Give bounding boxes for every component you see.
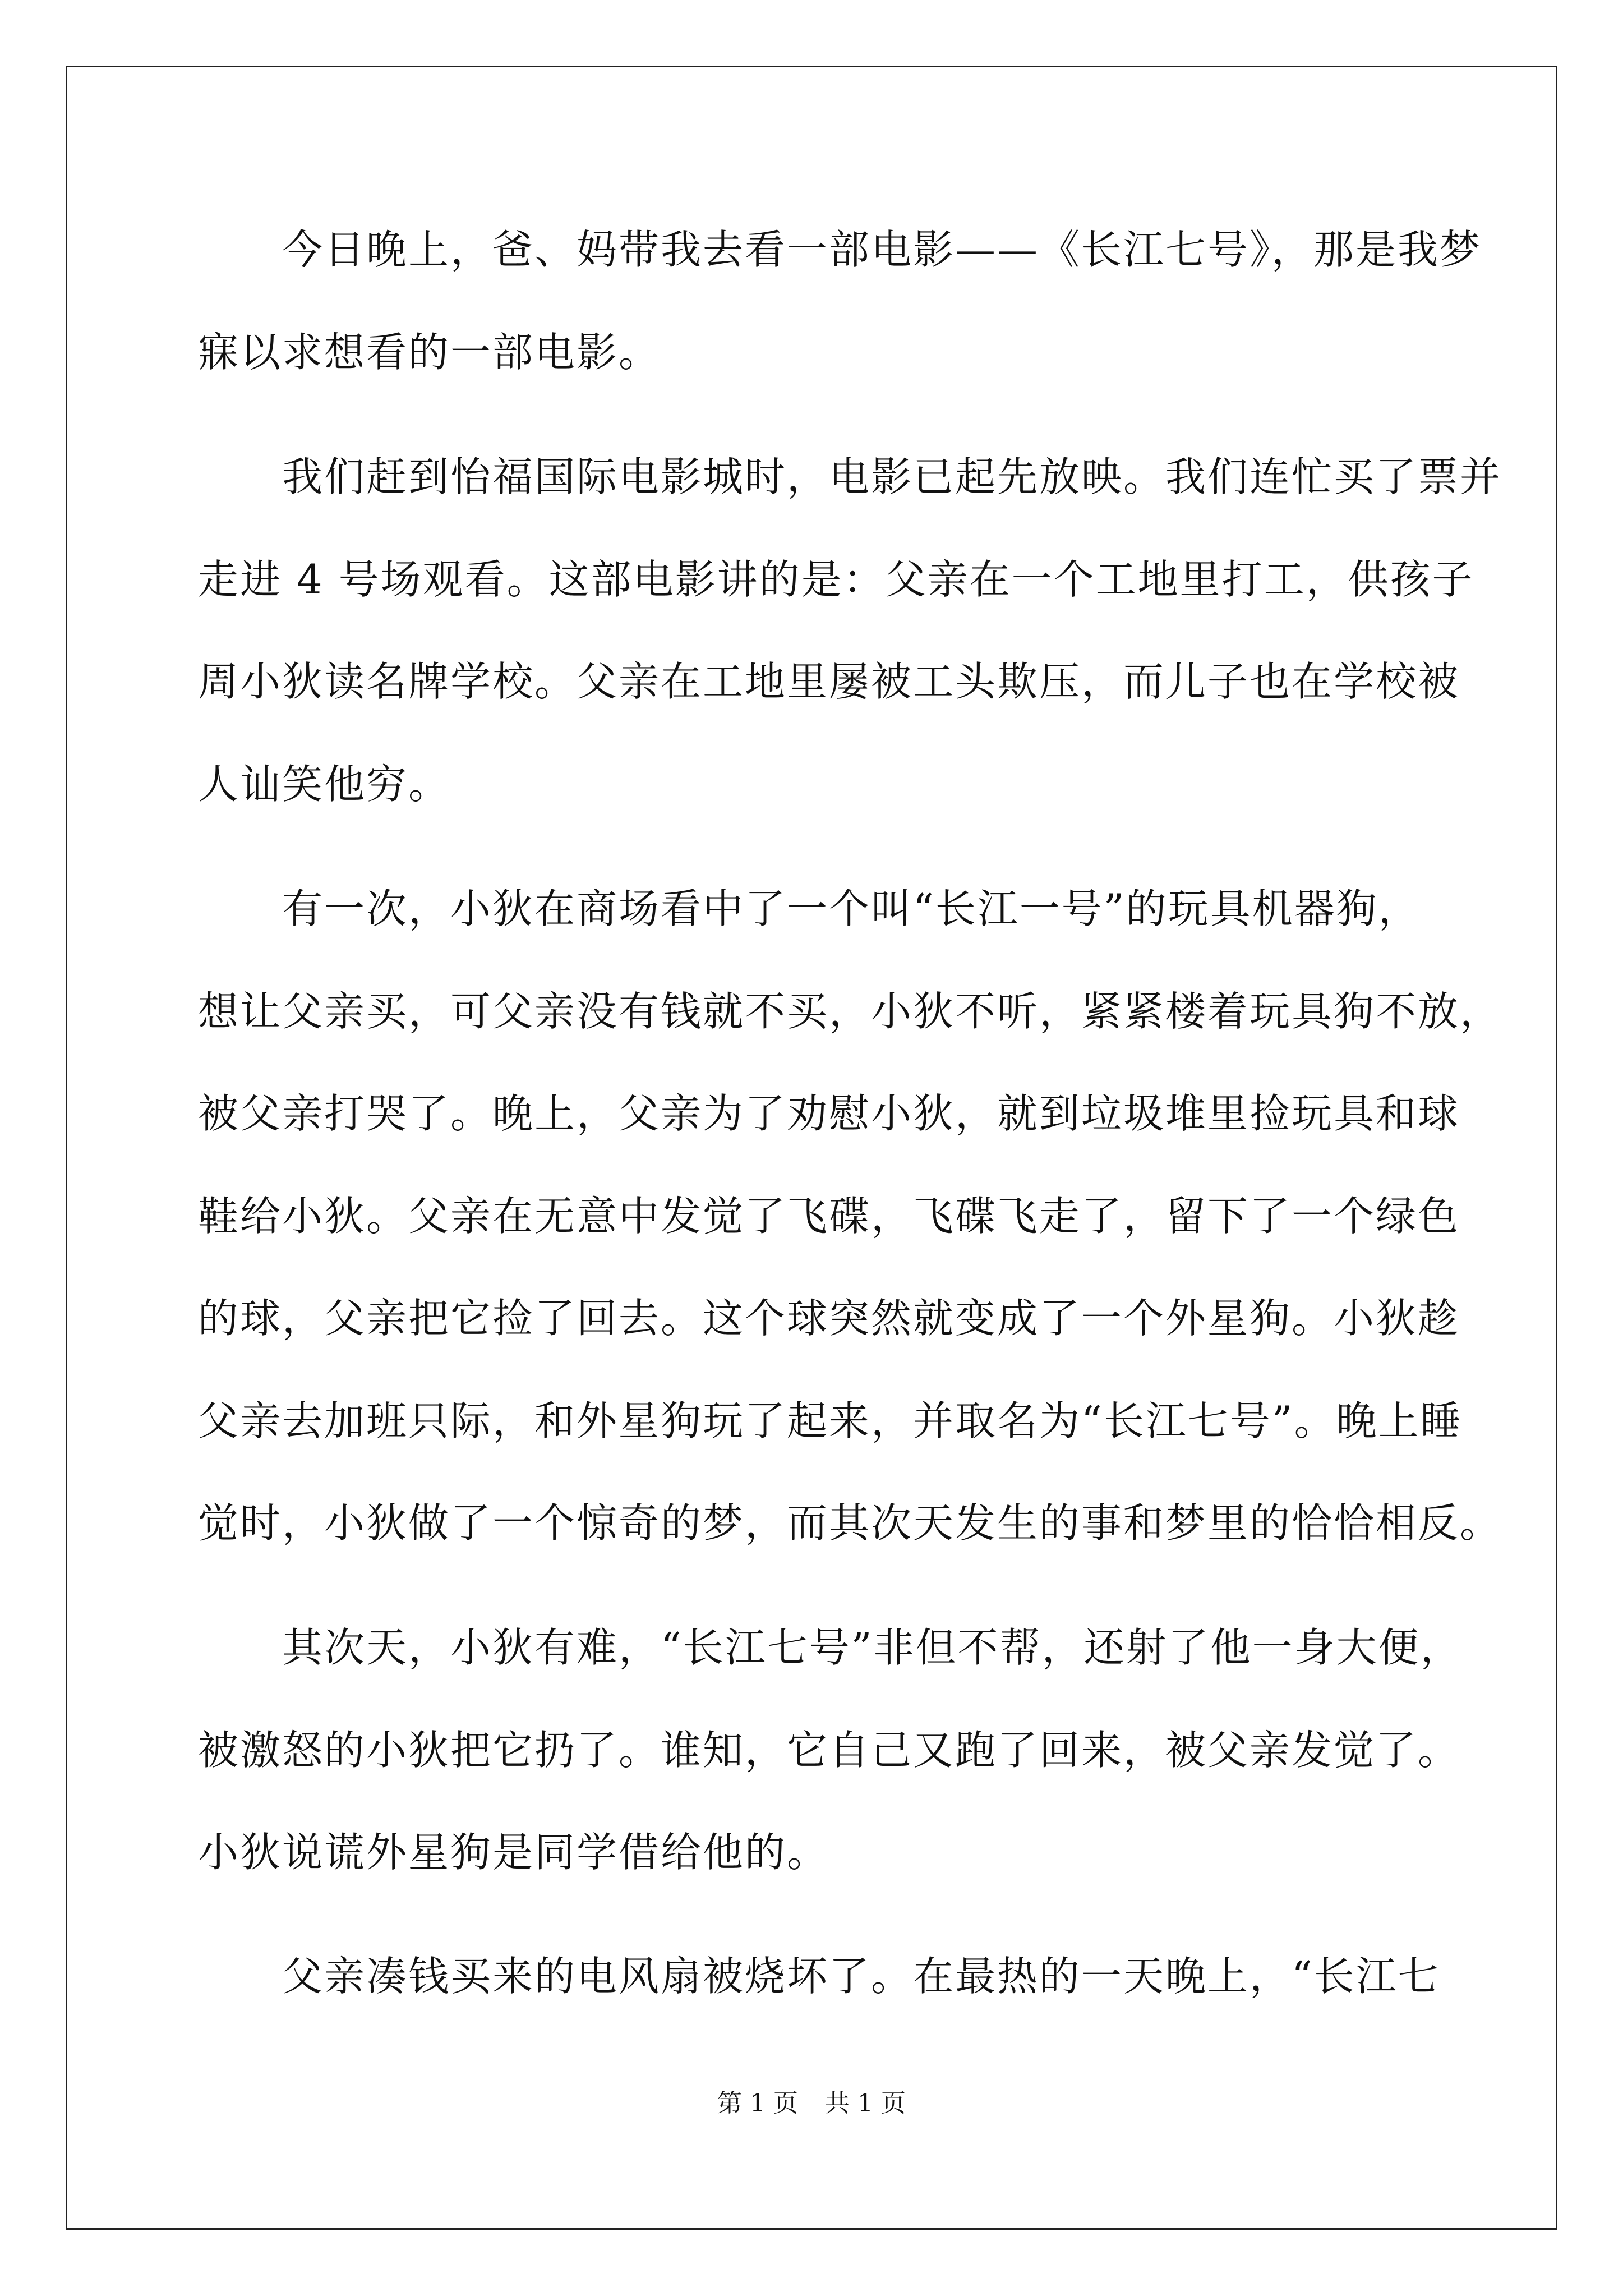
text-line: 走进 4 号场观看。这部电影讲的是：父亲在一个工地里打工，供孩子 bbox=[198, 556, 1474, 603]
text-line: 觉时，小狄做了一个惊奇的梦，而其次天发生的事和梦里的恰恰相反。 bbox=[198, 1499, 1502, 1547]
text-line: 人讪笑他穷。 bbox=[198, 761, 451, 808]
text-line: 被激怒的小狄把它扔了。谁知，它自己又跑了回来，被父亲发觉了。 bbox=[198, 1727, 1460, 1774]
text-line: 被父亲打哭了。晚上，父亲为了劝慰小狄，就到垃圾堆里捡玩具和球 bbox=[198, 1090, 1460, 1137]
text-line: 的球，父亲把它捡了回去。这个球突然就变成了一个外星狗。小狄趁 bbox=[198, 1295, 1460, 1342]
text-line: 其次天，小狄有难，“长江七号”非但不帮，还射了他一身大便， bbox=[198, 1624, 1463, 1671]
text-line: 今日晚上，爸、妈带我去看一部电影——《长江七号》，那是我梦 bbox=[198, 226, 1482, 273]
text-line: 有一次，小狄在商场看中了一个叫“长江一号”的玩具机器狗， bbox=[198, 885, 1421, 932]
text-line: 我们赶到怡福国际电影城时，电影已起先放映。我们连忙买了票并 bbox=[198, 453, 1502, 500]
text-line: 想让父亲买，可父亲没有钱就不买，小狄不听，紧紧楼着玩具狗不放， bbox=[198, 988, 1502, 1035]
text-line: 父亲去加班只际，和外星狗玩了起来，并取名为“长江七号”。晚上睡 bbox=[198, 1397, 1463, 1444]
page-footer bbox=[0, 2087, 1623, 2120]
text-line: 周小狄读名牌学校。父亲在工地里屡被工头欺压，而儿子也在学校被 bbox=[198, 658, 1460, 705]
text-line: 父亲凑钱买来的电风扇被烧坏了。在最热的一天晚上，“长江七 bbox=[198, 1953, 1440, 2000]
text-line: 寐以求想看的一部电影。 bbox=[198, 329, 661, 376]
text-line: 鞋给小狄。父亲在无意中发觉了飞碟，飞碟飞走了，留下了一个绿色 bbox=[198, 1193, 1460, 1240]
page-border bbox=[66, 66, 1557, 2230]
text-line: 小狄说谎外星狗是同学借给他的。 bbox=[198, 1829, 829, 1876]
page-number: 第 1 页 bbox=[717, 2089, 798, 2118]
page-total: 共 1 页 bbox=[825, 2089, 906, 2118]
